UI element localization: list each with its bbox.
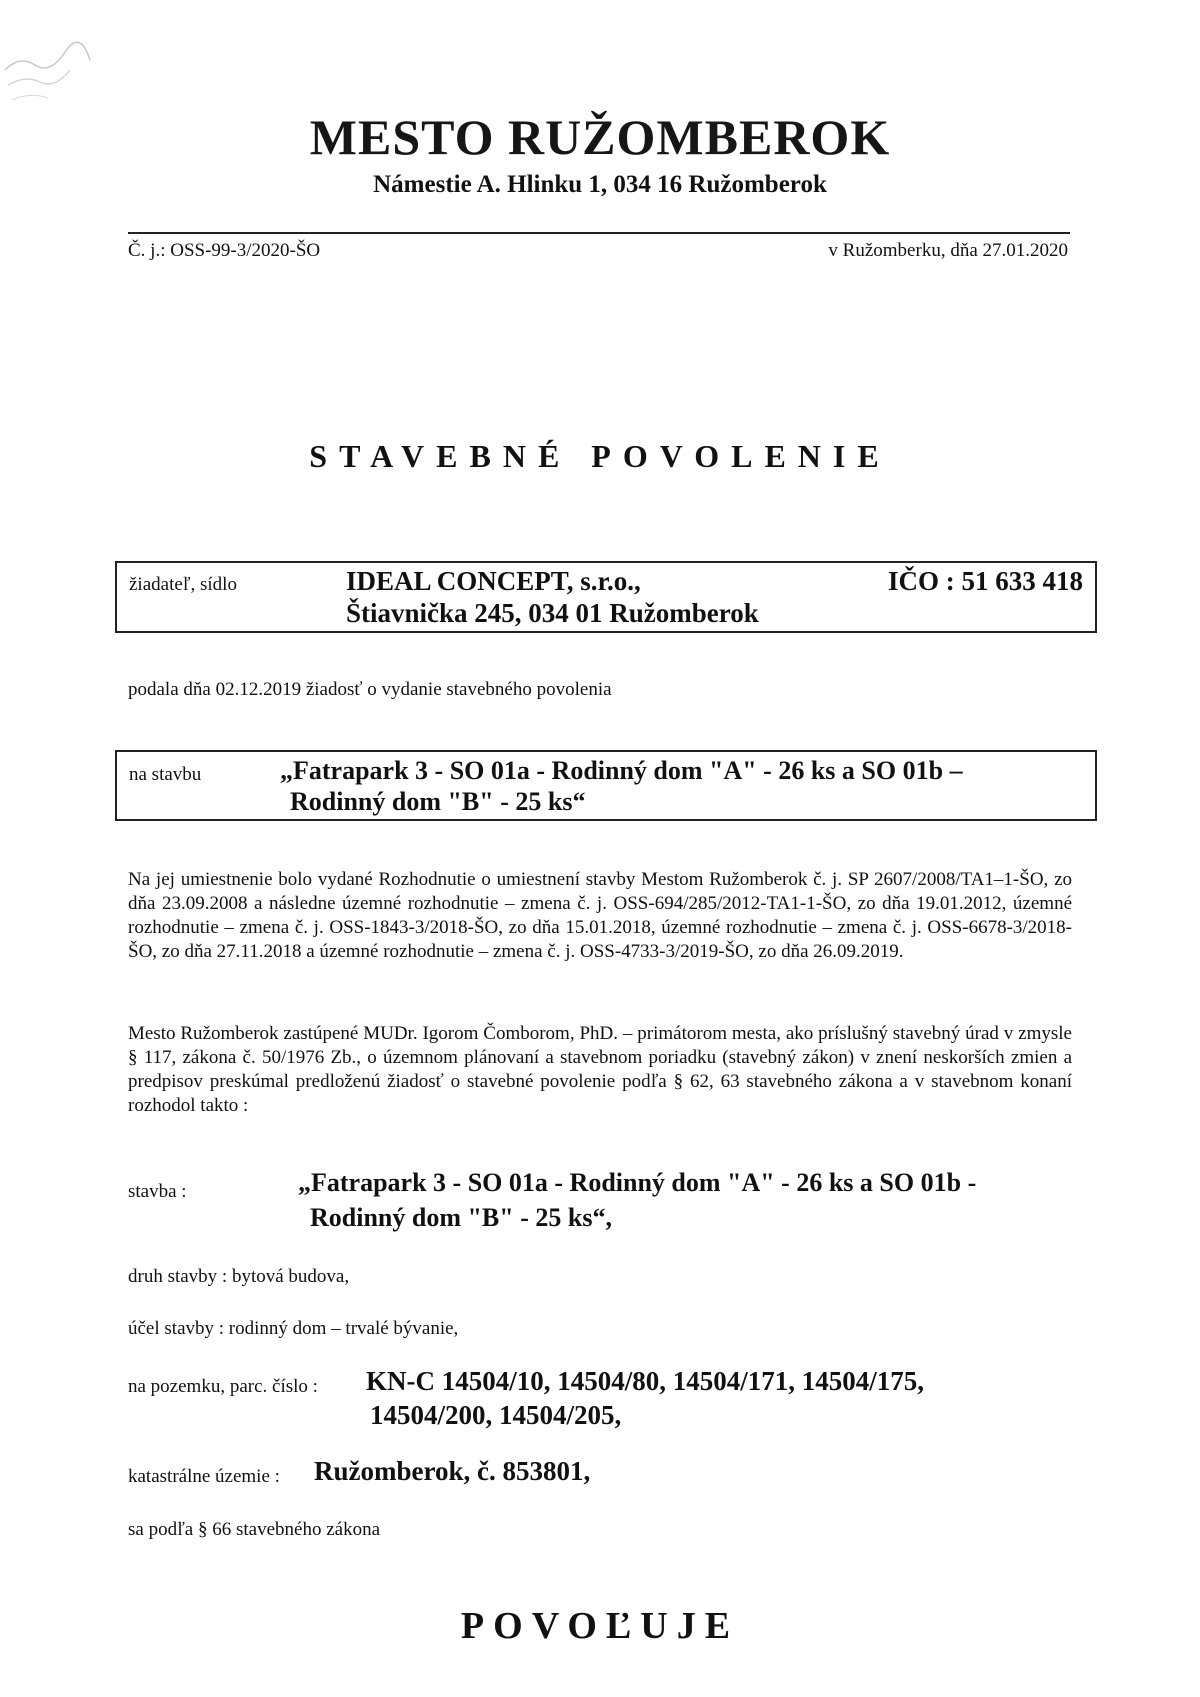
decision-heading: POVOĽUJE — [460, 1605, 740, 1647]
reference-number: Č. j.: OSS-99-3/2020-ŠO — [128, 240, 321, 261]
applicant-address: Štiavnička 245, 034 01 Ružomberok — [346, 598, 759, 628]
paragraph-66-line: sa podľa § 66 stavebného zákona — [128, 1519, 381, 1540]
applicant-box — [115, 561, 1097, 633]
cadastral-value: Ružomberok, č. 853801, — [314, 1456, 591, 1486]
construction-name-line1: „Fatrapark 3 - SO 01a - Rodinný dom "A" - 26 ks a SO 01b – — [280, 756, 963, 785]
cadastral-label: katastrálne územie : — [128, 1466, 280, 1487]
building-purpose: účel stavby : rodinný dom – trvalé bývanie, — [128, 1318, 459, 1339]
building-type: druh stavby : bytová budova, — [128, 1266, 350, 1287]
submitted-line: podala dňa 02.12.2019 žiadosť o vydanie stavebného povolenia — [128, 679, 612, 700]
parcel-numbers-line2: 14504/200, 14504/205, — [370, 1400, 622, 1430]
parcel-label: na pozemku, parc. číslo : — [128, 1376, 318, 1397]
placement-paragraph: Na jej umiestnenie bolo vydané Rozhodnutie o umiestnení stavby Mestom Ružomberok č. j. SP 2607/2008/TA1–1-ŠO, zo dňa 23.09.2008 a následne územné rozhodnutie – zmena č. j. OSS-694/285/2012-TA1-1-ŠO, zo dňa 19.01.2012, územné rozhodnutie – zmena č. j. OSS-1843-3/2018-ŠO, zo dňa 15.01.2018, územné rozhodnutie – zmena č. j. OSS-6678-3/2018-ŠO, zo dňa 27.11.2018 a územné rozhodnutie – zmena č. j. OSS-4733-3/2019-ŠO, zo dňa 26.09.2019. — [128, 869, 1072, 962]
construction-name-line2: Rodinný dom "B" - 25 ks“ — [290, 787, 586, 816]
parcel-numbers-line1: KN-C 14504/10, 14504/80, 14504/171, 14504/175, — [366, 1366, 924, 1396]
header-divider — [128, 232, 1070, 234]
stavba-name-line1: „Fatrapark 3 - SO 01a - Rodinný dom "A" - 26 ks a SO 01b - — [298, 1168, 977, 1197]
place-date: v Ružomberku, dňa 27.01.2020 — [828, 240, 1068, 261]
document-title: STAVEBNÉ POVOLENIE — [309, 438, 891, 474]
stavba-label: stavba : — [128, 1181, 187, 1202]
stavba-name-line2: Rodinný dom "B" - 25 ks“, — [310, 1203, 612, 1232]
city-title: MESTO RUŽOMBEROK — [309, 109, 891, 165]
applicant-name: IDEAL CONCEPT, s.r.o., — [346, 566, 641, 596]
decision-paragraph: Mesto Ružomberok zastúpené MUDr. Igorom Čomborom, PhD. – primátorom mesta, ako príslušný stavebný úrad v zmysle § 117, zákona č. 50/1976 Zb., o územnom plánovaní a stavebnom poriadku (stavebný zákon) v znení neskorších zmien a predpisov preskúmal predloženú žiadosť o stavebné povolenie podľa § 62, 63 stavebného zákona a v stavebnom konaní rozhodol takto : — [128, 1023, 1072, 1116]
construction-label: na stavbu — [129, 764, 202, 785]
applicant-ico: IČO : 51 633 418 — [888, 566, 1083, 596]
city-address: Námestie A. Hlinku 1, 034 16 Ružomberok — [373, 171, 827, 198]
applicant-label: žiadateľ, sídlo — [129, 574, 237, 595]
construction-box — [115, 750, 1097, 821]
